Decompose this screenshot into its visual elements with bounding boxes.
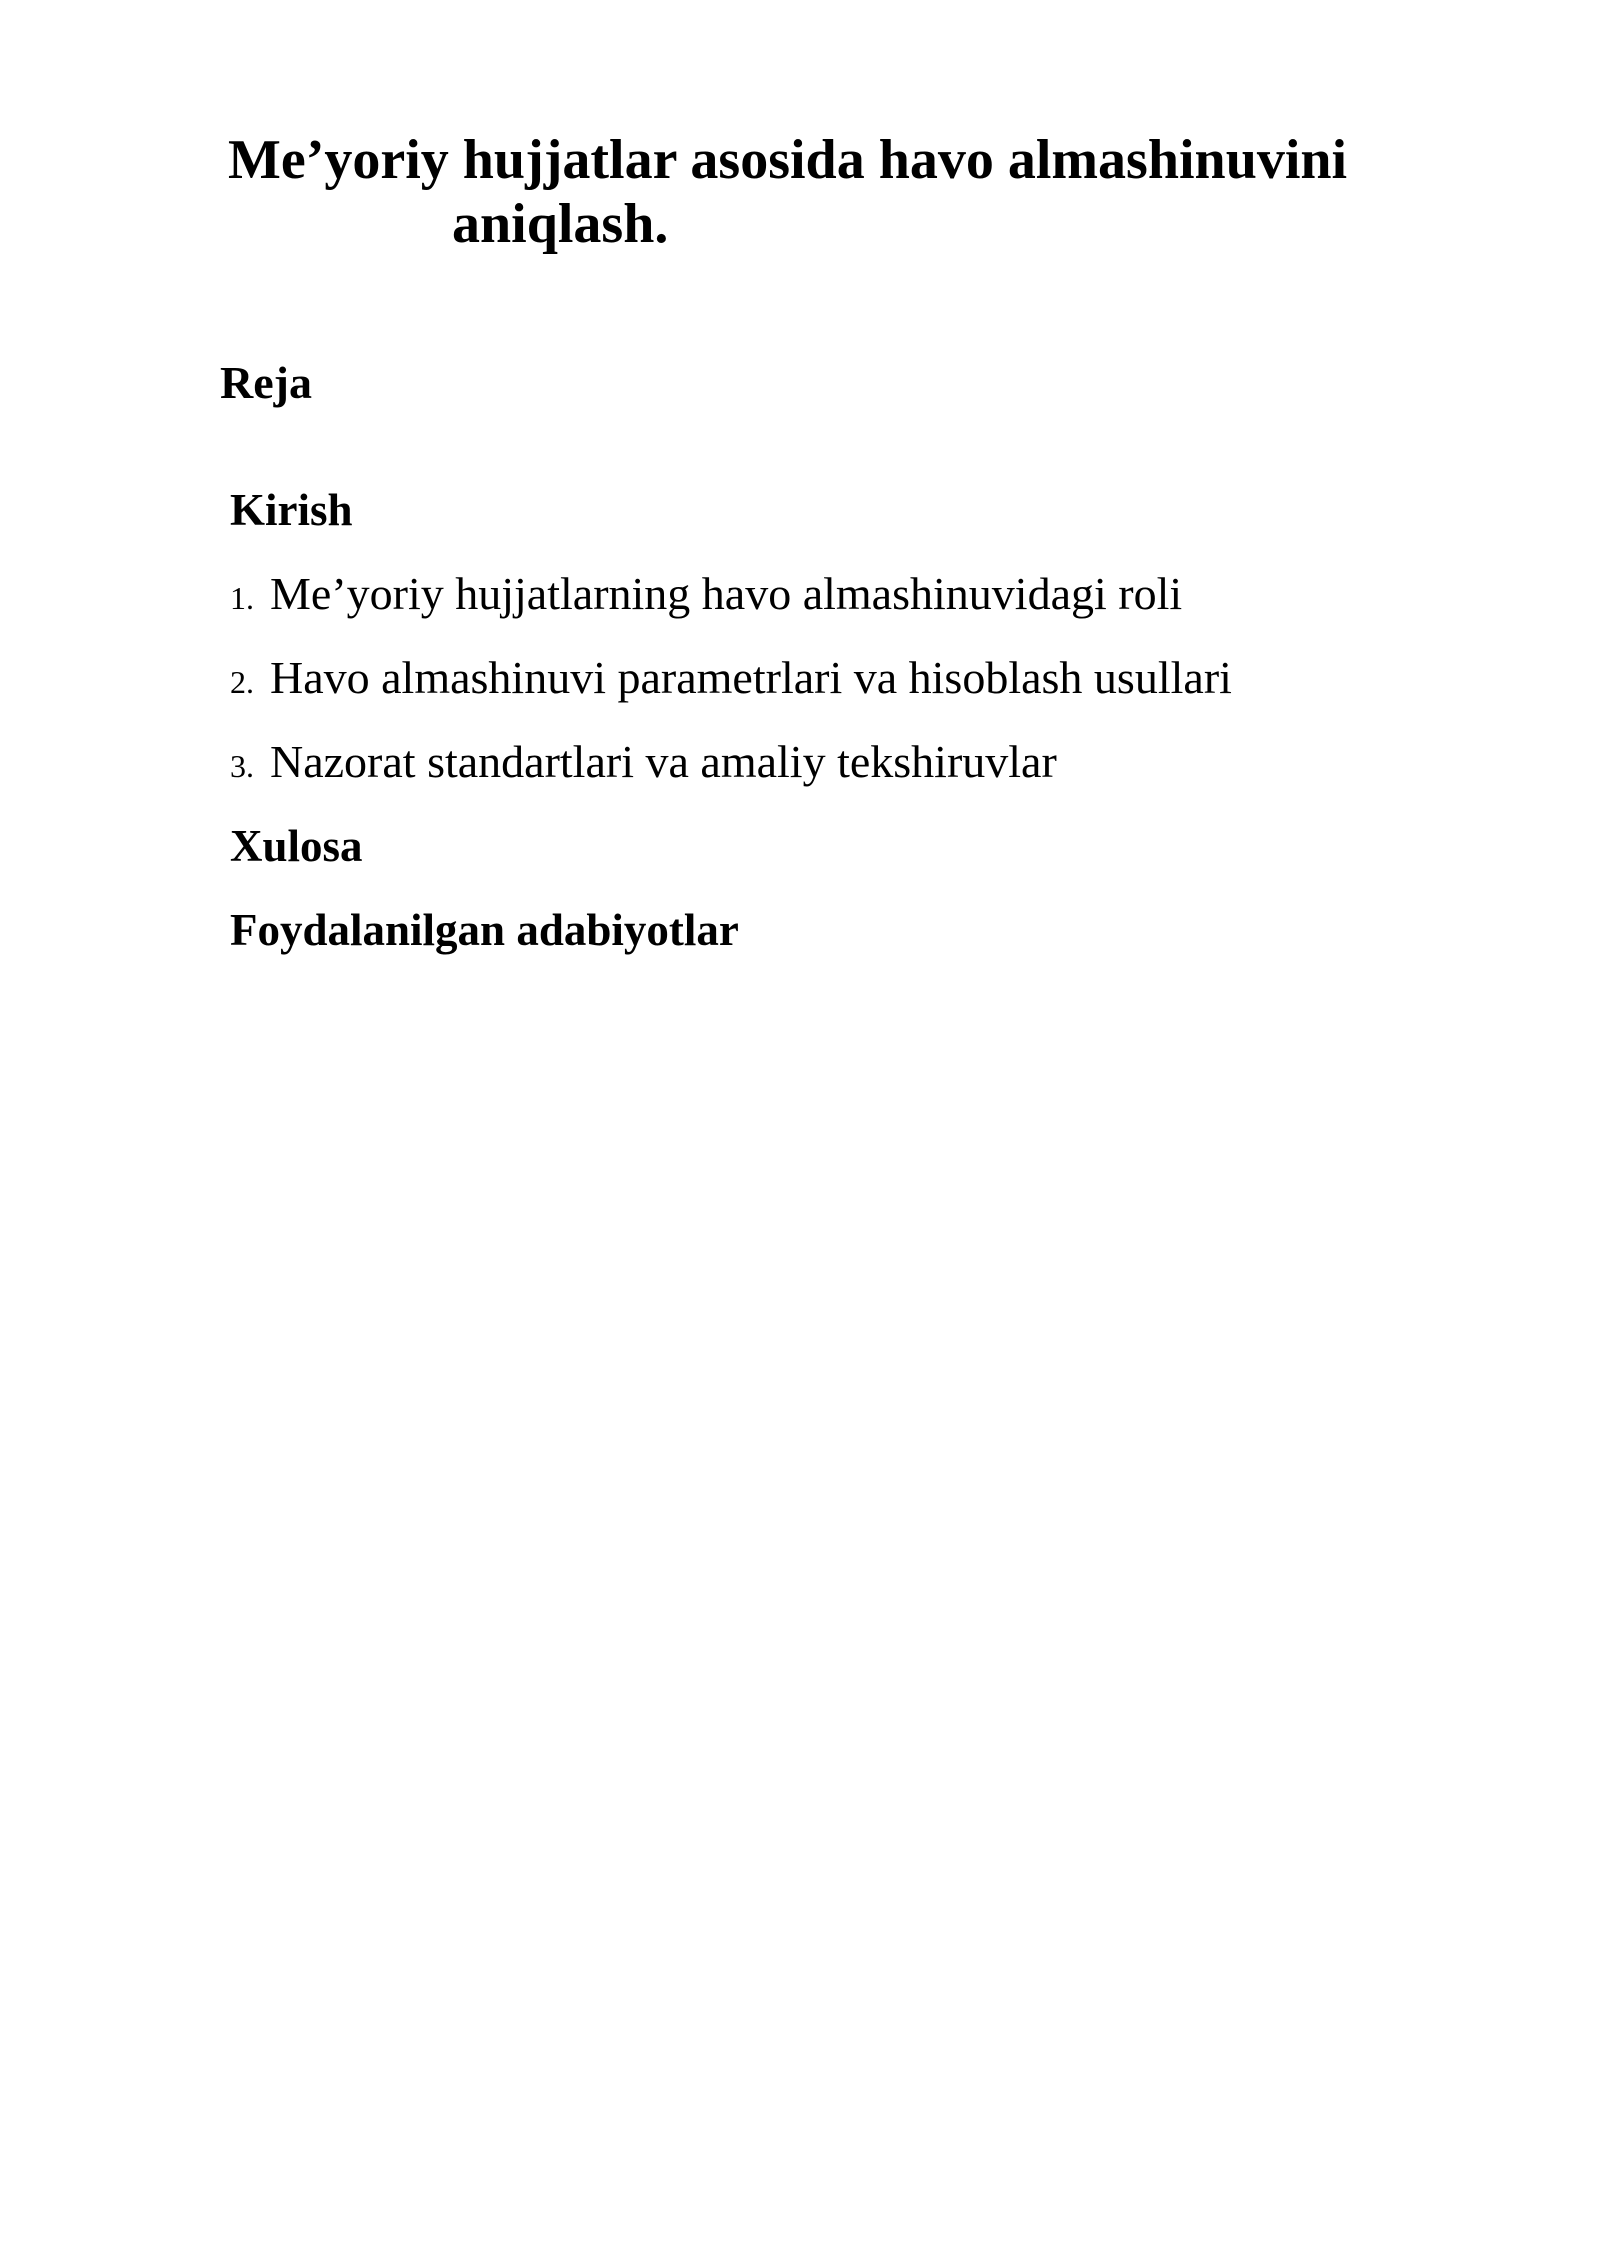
- toc-intro: Kirish: [230, 485, 353, 535]
- toc-item-text: Me’yoriy hujjatlarning havo almashinuvidagi roli: [270, 568, 1183, 619]
- title-line-1: Me’yoriy hujjatlar asosida havo almashinuvini: [228, 129, 1348, 191]
- plan-heading: Reja: [220, 357, 312, 408]
- toc-item-2: [230, 650, 1232, 734]
- toc-references: Foydalanilgan adabiyotlar: [230, 905, 739, 955]
- toc-item-1: [230, 566, 1232, 650]
- toc-conclusion: Xulosa: [230, 821, 363, 871]
- toc-item-3: [230, 734, 1232, 818]
- toc-item-number: 1.: [230, 580, 254, 616]
- toc-item-number: 2.: [230, 664, 254, 700]
- toc-item-text: Havo almashinuvi parametrlari va hisoblash usullari: [270, 652, 1232, 703]
- table-of-contents: [230, 482, 1232, 986]
- toc-item-text: Nazorat standartlari va amaliy tekshiruvlar: [270, 736, 1057, 787]
- toc-item-number: 3.: [230, 748, 254, 784]
- title-line-2: aniqlash.: [452, 193, 669, 255]
- document-title: [228, 128, 1478, 256]
